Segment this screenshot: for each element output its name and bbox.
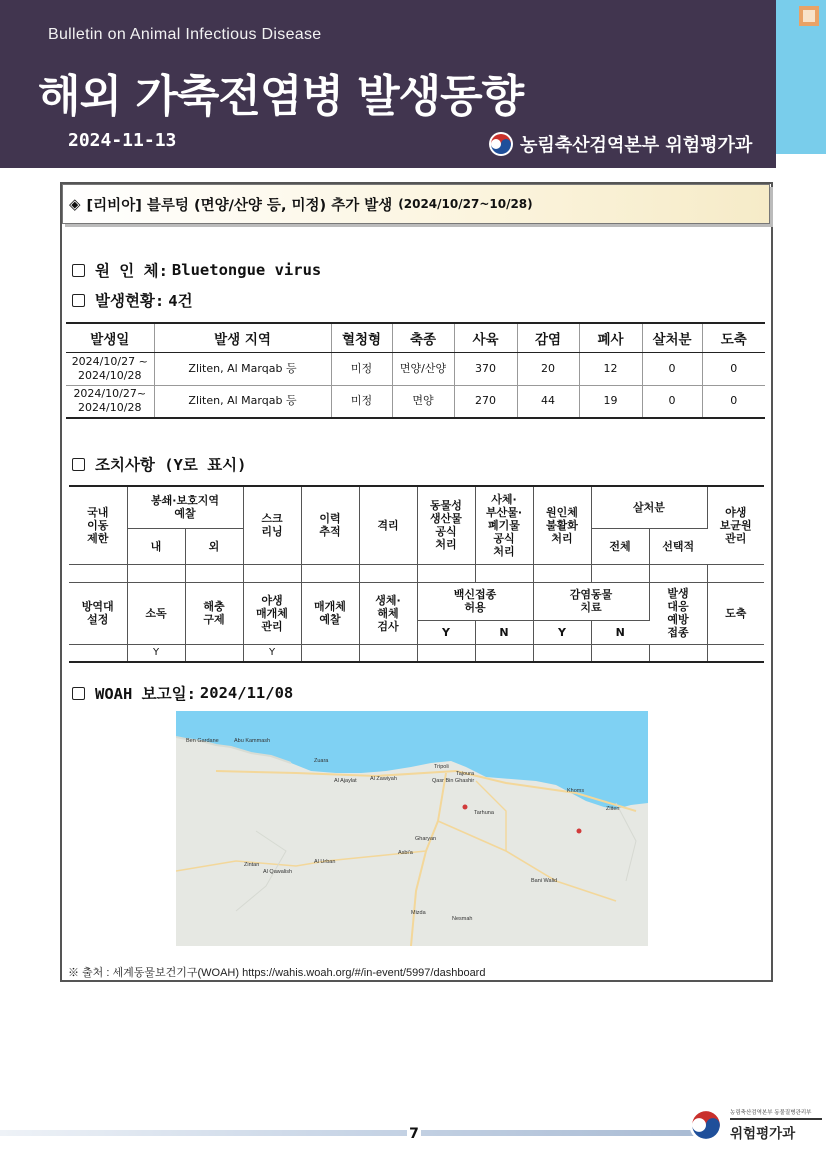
hdr-cull-selective: 선택적	[649, 528, 707, 564]
map-label: Tarhuna	[474, 810, 494, 816]
topic-period: (2024/10/27~10/28)	[398, 197, 533, 211]
page-title: 해외 가축전염병 발생동향	[38, 71, 524, 122]
col-header: 폐사	[579, 323, 642, 352]
value-cell	[707, 564, 764, 582]
cell-date: 2024/10/27~ 2024/10/28	[66, 385, 154, 418]
cell-slaughtered: 0	[702, 352, 765, 385]
cell-culled: 0	[642, 385, 702, 418]
col-header: 축종	[392, 323, 454, 352]
cell-date: 2024/10/27 ~ 2024/10/28	[66, 352, 154, 385]
value-cell	[533, 564, 591, 582]
hdr-pest: 해충 구제	[185, 582, 243, 644]
table-row	[66, 385, 765, 418]
map-label: Bani Walid	[531, 878, 558, 884]
status-value: 4건	[168, 292, 193, 310]
header-org-name: 농림축산검역본부 위험평가과	[520, 135, 753, 156]
map-label: Zintan	[244, 862, 260, 868]
map-label: Qasr Bin Ghashir	[432, 778, 475, 784]
accent-square-inner	[803, 10, 815, 22]
map-label: Tajoura	[456, 771, 475, 777]
map-label: Gharyan	[415, 836, 437, 842]
hdr-vaccination: 백신접종 허용	[417, 582, 533, 620]
map-label: Al Qawalish	[263, 869, 293, 875]
bulletin-date: 2024-11-13	[68, 130, 177, 151]
value-cell	[301, 644, 359, 662]
map-label: Abu Kammash	[234, 738, 271, 744]
map-label: Al Zawiyah	[370, 776, 397, 782]
source-note: ※ 출처 : 세계동물보건기구(WOAH) https://wahis.woah.org/#/in-event/5997/dashboard	[68, 967, 486, 979]
table-header-row	[66, 323, 765, 352]
outbreak-marker	[463, 805, 468, 810]
outbreak-map	[176, 711, 648, 946]
value-cell	[301, 564, 359, 582]
cell-infected: 20	[517, 352, 579, 385]
map-label: Tripoli	[434, 764, 449, 770]
value-cell	[69, 644, 127, 662]
woah-value: 2024/11/08	[199, 684, 294, 702]
value-cell	[359, 564, 417, 582]
woah-line	[72, 682, 293, 704]
value-cell	[591, 564, 649, 582]
value-cell: Y	[243, 644, 301, 662]
value-cell	[475, 644, 533, 662]
cell-infected: 44	[517, 385, 579, 418]
map-label: Ben Gardane	[186, 738, 219, 744]
header-org	[488, 131, 752, 157]
hdr-products: 동물성 생산물 공식 처리	[417, 486, 475, 564]
map-label: Al Urban	[314, 859, 336, 865]
outbreak-marker	[577, 829, 582, 834]
hdr-screening: 스크 리닝	[243, 486, 301, 564]
bulletin-subtitle: Bulletin on Animal Infectious Disease	[48, 26, 322, 43]
hdr-movement: 국내 이동 제한	[69, 486, 127, 564]
value-cell	[185, 564, 243, 582]
cell-serotype: 미정	[331, 385, 392, 418]
outbreak-table	[66, 322, 765, 419]
hdr-vector-surveillance: 매개체 예찰	[301, 582, 359, 644]
map-graphic	[176, 711, 648, 946]
cell-dead: 12	[579, 352, 642, 385]
hdr-border: 방역대 설정	[69, 582, 127, 644]
value-cell	[591, 644, 649, 662]
footer-org-small: 농림축산검역본부 동물질병관리부	[730, 1110, 812, 1116]
hdr-wild-vector: 야생 매개체 관리	[243, 582, 301, 644]
map-label: Nesmah	[452, 916, 473, 922]
value-cell	[69, 564, 127, 582]
measures-table	[69, 485, 764, 663]
page-number: 7	[407, 1126, 421, 1143]
page-header	[0, 0, 776, 168]
cell-region: Zliten, Al Marqab 등	[154, 352, 331, 385]
taegeuk-logo-icon	[688, 1107, 724, 1143]
value-cell	[707, 644, 764, 662]
col-header: 혈청형	[331, 323, 392, 352]
status-label: 발생현황:	[95, 292, 165, 310]
col-header: 살처분	[642, 323, 702, 352]
hdr-treat-y: Y	[533, 620, 591, 644]
cell-raised: 370	[454, 352, 517, 385]
measures-label: 조치사항 (Y로 표시)	[95, 456, 247, 474]
value-cell	[475, 564, 533, 582]
measures-line	[72, 453, 246, 475]
cell-species: 면양	[392, 385, 454, 418]
value-cell	[243, 564, 301, 582]
hdr-preventive: 발생 대응 예방 접종	[649, 582, 707, 644]
map-label: Zliten	[606, 806, 620, 812]
value-cell	[127, 564, 185, 582]
hdr-zone-out: 외	[185, 528, 243, 564]
value-cell	[417, 564, 475, 582]
col-header: 발생 지역	[154, 323, 331, 352]
square-bullet-icon	[72, 294, 85, 307]
map-label: Al Ajaylat	[334, 778, 357, 784]
hdr-specimen: 생체· 해체 검사	[359, 582, 417, 644]
value-cell	[185, 644, 243, 662]
col-header: 발생일	[66, 323, 154, 352]
taegeuk-logo-icon	[488, 131, 514, 157]
measures-header-row-1a	[69, 486, 764, 528]
hdr-vacc-y: Y	[417, 620, 475, 644]
col-header: 도축	[702, 323, 765, 352]
hdr-vacc-n: N	[475, 620, 533, 644]
pathogen-label: 원 인 체:	[95, 262, 168, 280]
map-label: Asbi'a	[398, 850, 413, 856]
value-cell	[649, 564, 707, 582]
hdr-treat-n: N	[591, 620, 649, 644]
hdr-traceback: 이력 추적	[301, 486, 359, 564]
cell-dead: 19	[579, 385, 642, 418]
cell-serotype: 미정	[331, 352, 392, 385]
hdr-zone-in: 내	[127, 528, 185, 564]
square-bullet-icon	[72, 687, 85, 700]
hdr-cull-all: 전체	[591, 528, 649, 564]
hdr-quarantine: 격리	[359, 486, 417, 564]
topic-title: [리비아] 블루텅 (면양/산양 등, 미정) 추가 발생	[86, 197, 393, 214]
hdr-carcass: 사체· 부산물· 폐기물 공식 처리	[475, 486, 533, 564]
map-label: Khoms	[567, 788, 585, 794]
map-label: Zuara	[314, 758, 329, 764]
hdr-zone: 봉쇄·보호지역 예찰	[127, 486, 243, 528]
footer-org-rule	[730, 1118, 822, 1120]
value-cell	[417, 644, 475, 662]
hdr-slaughter: 도축	[707, 582, 764, 644]
topic-banner	[62, 184, 770, 224]
cell-slaughtered: 0	[730, 394, 738, 408]
hdr-wildlife-reservoir: 야생 보균원 관리	[707, 486, 764, 564]
value-cell: Y	[127, 644, 185, 662]
table-row	[66, 352, 765, 385]
hdr-disinfection: 소독	[127, 582, 185, 644]
status-line	[72, 289, 193, 311]
measures-value-row-2	[69, 644, 764, 662]
hdr-culling: 살처분	[591, 486, 707, 528]
diamond-bullet-icon: ◈	[69, 195, 81, 213]
square-bullet-icon	[72, 458, 85, 471]
cell-region: Zliten, Al Marqab 등	[154, 385, 331, 418]
map-label: Mizda	[411, 910, 426, 916]
pathogen-value: Bluetongue virus	[171, 261, 322, 279]
hdr-treatment: 감염동물 치료	[533, 582, 649, 620]
woah-label: WOAH 보고일:	[95, 685, 196, 703]
hdr-inactivation: 원인체 불활화 처리	[533, 486, 591, 564]
col-header: 사육	[454, 323, 517, 352]
footer-rule	[0, 1130, 700, 1136]
footer-logo	[688, 1107, 822, 1143]
value-cell	[533, 644, 591, 662]
value-cell	[359, 644, 417, 662]
cell-culled: 0	[642, 352, 702, 385]
footer-org-big: 위험평가과	[730, 1126, 796, 1142]
measures-header-row-2a	[69, 582, 764, 620]
col-header: 감염	[517, 323, 579, 352]
pathogen-line	[72, 259, 321, 281]
cell-raised: 270	[454, 385, 517, 418]
measures-value-row-1	[69, 564, 764, 582]
value-cell	[649, 644, 707, 662]
cell-species: 면양/산양	[392, 352, 454, 385]
square-bullet-icon	[72, 264, 85, 277]
